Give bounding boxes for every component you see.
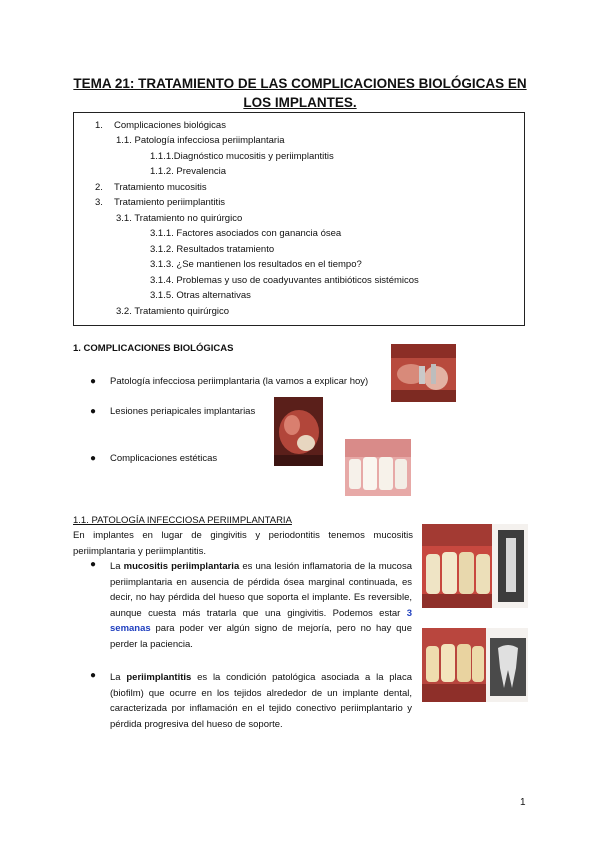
table-of-contents bbox=[73, 112, 525, 326]
bullet-icon: ● bbox=[90, 376, 97, 387]
bullet-icon: ● bbox=[90, 453, 97, 464]
toc-item: 2. Tratamiento mucositis bbox=[95, 182, 207, 193]
toc-item: 3.1.3. ¿Se mantienen los resultados en el tiempo? bbox=[150, 259, 362, 270]
toc-item: 1.1.1.Diagnóstico mucositis y periimplantitis bbox=[150, 151, 334, 162]
bullet-icon: ● bbox=[90, 670, 97, 681]
bullet-icon: ● bbox=[90, 559, 97, 570]
periapical-lesion-photo bbox=[274, 397, 323, 466]
toc-item: 3.1.5. Otras alternativas bbox=[150, 290, 251, 301]
page-number: 1 bbox=[520, 797, 526, 808]
aesthetic-complication-photo bbox=[345, 439, 411, 496]
toc-item: 3.2. Tratamiento quirúrgico bbox=[116, 306, 230, 317]
page-title: TEMA 21: TRATAMIENTO DE LAS COMPLICACIONES BIOLÓGICAS EN LOS IMPLANTES. bbox=[73, 76, 527, 110]
mucositis-photo bbox=[422, 524, 528, 608]
toc-item: 3.1.4. Problemas y uso de coadyuvantes antibióticos sistémicos bbox=[150, 275, 419, 286]
toc-item: 1.1.2. Prevalencia bbox=[150, 166, 227, 177]
section-heading: 1. COMPLICACIONES BIOLÓGICAS bbox=[73, 343, 234, 354]
subsection-heading: 1.1. PATOLOGÍA INFECCIOSA PERIIMPLANTARIA bbox=[73, 515, 292, 526]
toc-item: 3.1.2. Resultados tratamiento bbox=[150, 244, 275, 255]
mucositis-paragraph: La mucositis periimplantaria es una lesión inflamatoria de la mucosa periimplantaria en ausencia de pérdida ósea marginal continuada, es decir, no hay pérdida del hueso que soporta el implante. Es reversible, aunque cuesta más tratarla que una gingivitis. Podemos estar 3 semanas para poder ver algún signo de mejoría, pero no hay que perder la paciencia. bbox=[110, 561, 412, 650]
toc-item: 3. Tratamiento periimplantitis bbox=[95, 197, 226, 208]
list-item: ● Patología infecciosa periimplantaria (la vamos a explicar hoy) bbox=[90, 376, 369, 387]
periimplantitis-paragraph: La periimplantitis es la condición patológica asociada a la placa (biofilm) que ocurre en los tejidos alrededor de un implante dental, caracterizada por inflamación en el tejido conectivo periimplantario y pérdida progresiva del hueso de soporte. bbox=[110, 672, 412, 730]
toc-item: 3.1. Tratamiento no quirúrgico bbox=[116, 213, 243, 224]
list-item: ● Lesiones periapicales implantarias bbox=[90, 406, 256, 417]
surgery-photo bbox=[391, 344, 456, 402]
intro-paragraph: En implantes en lugar de gingivitis y periodontitis tenemos mucositis periimplantaria y periimplantitis. bbox=[73, 530, 413, 557]
toc-item: 3.1.1. Factores asociados con ganancia ósea bbox=[150, 228, 342, 239]
toc-item: 1. Complicaciones biológicas bbox=[95, 120, 226, 131]
periimplantitis-photo bbox=[422, 628, 528, 702]
list-item: ● Complicaciones estéticas bbox=[90, 453, 218, 464]
toc-item: 1.1. Patología infecciosa periimplantaria bbox=[116, 135, 285, 146]
bullet-icon: ● bbox=[90, 406, 97, 417]
